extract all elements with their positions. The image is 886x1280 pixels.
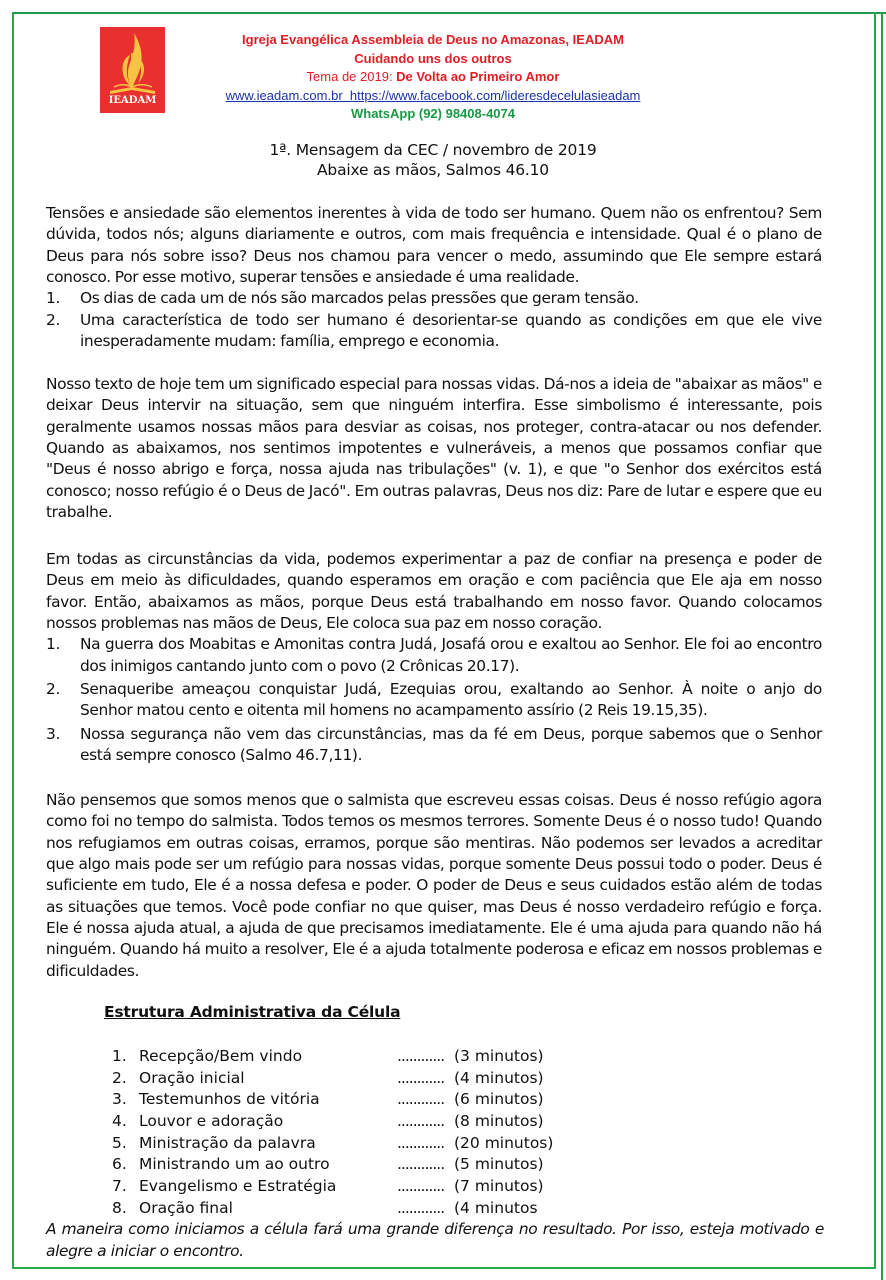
item-number: 4. (112, 1112, 127, 1131)
list-item (46, 310, 822, 353)
whatsapp-contact: WhatsApp (92) 98408-4074 (350, 106, 515, 121)
item-label: Testemunhos de vitória (139, 1090, 320, 1109)
schedule-item (112, 1089, 592, 1111)
theme-title: De Volta ao Primeiro Amor (396, 69, 560, 84)
leader-dots: ............ (397, 1090, 445, 1109)
message-title: Abaixe as mãos, Salmos 46.10 (317, 161, 549, 179)
message-heading (100, 140, 766, 180)
section-3 (46, 549, 822, 766)
item-duration: (20 minutos) (454, 1133, 554, 1152)
item-number: 5. (112, 1133, 127, 1152)
section-1 (46, 203, 822, 352)
page-border-top (12, 12, 886, 14)
list-text: Os dias de cada um de nós são marcados pelas pressões que geram tensão. (80, 289, 639, 308)
list-text: Nossa segurança não vem das circunstâncias, mas da fé em Deus, porque sabemos que o Senhor está sempre conosco (Salmo 46.7,11). (80, 724, 822, 765)
list-text: Na guerra dos Moabitas e Amonitas contra Judá, Josafá orou e exaltou ao Senhor. Ele foi ao encontro dos inimigos cantando junto com o povo (2 Crônicas 20.17). (80, 635, 822, 675)
list-item (46, 634, 822, 677)
closing-note: A maneira como iniciamos a célula fará uma grande diferença no resultado. Por isso, esteja motivado e alegre a iniciar o encontro. (46, 1220, 824, 1260)
list-item (46, 724, 822, 767)
item-number: 7. (112, 1177, 127, 1196)
section-4 (46, 790, 822, 982)
list-text: Uma característica de todo ser humano é desorientar-se quando as condições em que ele vive inesperadamente mudam: família, emprego e economia. (80, 310, 822, 351)
item-label: Oração inicial (139, 1068, 245, 1087)
leader-dots: ............ (397, 1133, 445, 1152)
schedule-item (112, 1154, 592, 1176)
leader-dots: ............ (397, 1177, 445, 1196)
list-number: 1. (46, 289, 60, 308)
item-number: 3. (112, 1090, 127, 1109)
paragraph: Nosso texto de hoje tem um significado especial para nossas vidas. Dá-nos a ideia de "abaixar as mãos" e deixar Deus intervir na situação, sem que ninguém interfira. Esse simbolismo é interessante, pois geralmente usamos nossas mãos para desviar as coisas, nos proteger, contra-atacar ou nos defender. Quando as abaixamos, nos sentimos impotentes e vulneráveis, a menos que possamos confiar que "Deus é nosso abrigo e força, nossa ajuda nas tribulações" (v. 1), e que "o Senhor dos exércitos está conosco; nosso refúgio é o Deus de Jacó". Em outras palavras, Deus nos diz: Pare de lutar e espere que eu trabalhe. (46, 375, 823, 522)
facebook-link[interactable]: https://www.facebook.com/lideresdecelulasieadam (349, 87, 641, 103)
leader-dots: ............ (397, 1047, 445, 1065)
list-number: 3. (46, 724, 60, 743)
item-duration: (4 minutos) (454, 1068, 544, 1087)
schedule-item (112, 1046, 592, 1068)
structure-title: Estrutura Administrativa da Célula (104, 1003, 401, 1021)
item-duration: (6 minutos) (454, 1090, 544, 1109)
section-2 (46, 374, 822, 523)
item-number: 8. (112, 1198, 127, 1217)
letterhead (160, 31, 706, 124)
page-border-right-outer (881, 12, 883, 1280)
item-label: Louvor e adoração (139, 1112, 284, 1131)
church-name: Igreja Evangélica Assembleia de Deus no Amazonas, IEADAM (242, 32, 624, 47)
item-duration: (7 minutos) (454, 1177, 544, 1196)
message-series: 1ª. Mensagem da CEC / novembro de 2019 (269, 141, 597, 159)
paragraph: Tensões e ansiedade são elementos inerentes à vida de todo ser humano. Quem não os enfrentou? Sem dúvida, todos nós; alguns diariamente e outros, com mais frequência e intensidade. Qual é o plano de Deus para nós sobre isso? Deus nos chamou para vencer o medo, assumindo que Ele sempre estará conosco. Por esse motivo, superar tensões e ansiedade é uma realidade. (46, 204, 822, 287)
leader-dots: ............ (397, 1155, 445, 1174)
website-link[interactable]: www.ieadam.com.br (225, 87, 343, 103)
schedule-item (112, 1176, 592, 1198)
motto: Cuidando uns dos outros (354, 50, 512, 66)
page-border-bottom (12, 1267, 876, 1269)
structure-list (112, 1046, 592, 1220)
list-number: 1. (46, 635, 60, 654)
leader-dots: ............ (397, 1112, 445, 1131)
leader-dots: ............ (397, 1198, 445, 1217)
item-label: Evangelismo e Estratégia (139, 1177, 337, 1196)
point-list (46, 634, 822, 766)
item-duration: (5 minutos) (454, 1155, 544, 1174)
schedule-item (112, 1198, 592, 1220)
item-duration: (8 minutos) (454, 1112, 544, 1131)
item-number: 2. (112, 1068, 127, 1087)
schedule-item (112, 1133, 592, 1155)
list-number: 2. (46, 680, 60, 699)
list-text: Senaqueribe ameaçou conquistar Judá, Ezequias orou, exaltando ao Senhor. À noite o anjo do Senhor matou cento e oitenta mil homens no acampamento assírio (2 Reis 19.15,35). (80, 680, 822, 720)
theme-line (160, 68, 706, 87)
list-item (46, 679, 822, 722)
page-border-right (874, 12, 876, 1269)
paragraph: Em todas as circunstâncias da vida, podemos experimentar a paz de confiar na presença e poder de Deus em meio às dificuldades, quando esperamos em oração e com paciência que Ele aja em nosso favor. Então, abaixamos as mãos, porque Deus está trabalhando em nosso favor. Quando colocamos nossos problemas nas mãos de Deus, Ele coloca sua paz em nosso coração. (46, 550, 822, 633)
item-duration: (3 minutos) (454, 1047, 544, 1065)
point-list (46, 288, 822, 352)
item-label: Oração final (139, 1198, 233, 1217)
page-border-left (12, 12, 14, 1269)
list-item (46, 288, 822, 309)
item-duration: (4 minutos (454, 1198, 538, 1217)
ieadam-logo (100, 27, 165, 113)
item-label: Ministrando um ao outro (139, 1155, 330, 1174)
item-label: Ministração da palavra (139, 1133, 316, 1152)
list-number: 2. (46, 310, 60, 329)
schedule-item (112, 1111, 592, 1133)
links-line (160, 87, 706, 106)
item-label: Recepção/Bem vindo (139, 1047, 303, 1065)
item-number: 6. (112, 1155, 127, 1174)
leader-dots: ............ (397, 1068, 445, 1087)
theme-prefix: Tema de 2019: (306, 69, 397, 84)
item-number: 1. (112, 1047, 127, 1065)
logo-text: IEADAM (108, 95, 157, 106)
schedule-item (112, 1068, 592, 1090)
paragraph: Não pensemos que somos menos que o salmista que escreveu essas coisas. Deus é nosso refúgio agora como foi no tempo do salmista. Todos temos os mesmos terrores. Somente Deus é o nosso tudo! Quando nos refugiamos em outras coisas, erramos, porque são mentiras. Não podemos ser levados a acreditar que algo mais pode ser um refúgio para nossas vidas, porque somente Deus possui todo o poder. Deus é suficiente em tudo, Ele é a nossa defesa e poder. O poder de Deus e seus cuidados estão além de todas as situações que temos. Você pode confiar no que quiser, mas Deus é nosso verdadeiro refúgio e força. Ele é nossa ajuda atual, a ajuda de que precisamos imediatamente. Ele é uma ajuda para quando não há ninguém. Quando há muito a resolver, Ele é a ajuda totalmente poderosa e eficaz em nossos problemas e dificuldades. (46, 791, 822, 980)
